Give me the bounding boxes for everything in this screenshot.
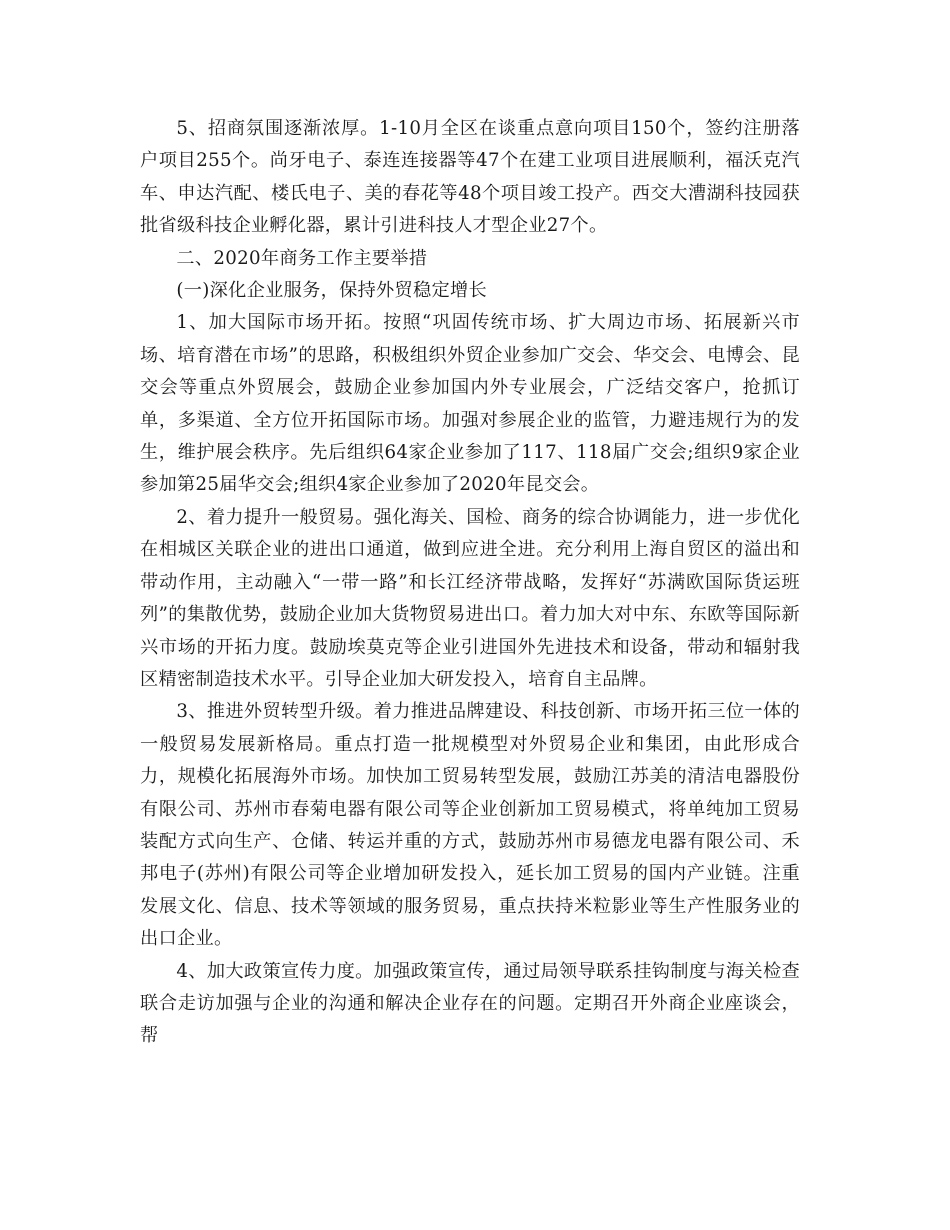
- paragraph-trade-upgrade: 3、推进外贸转型升级。着力推进品牌建设、科技创新、市场开拓三位一体的一般贸易发展新格局。重点打造一批规模型对外贸易企业和集团，由此形成合力，规模化拓展海外市场。加快加工贸易转型发展，鼓励江苏美的清洁电器股份有限公司、苏州市春菊电器有限公司等企业创新加工贸易模式，将单纯加工贸易装配方式向生产、仓储、转运并重的方式，鼓励苏州市易德龙电器有限公司、禾邦电子(苏州)有限公司等企业增加研发投入，延长加工贸易的国内产业链。注重发展文化、信息、技术等领域的服务贸易，重点扶持米粒影业等生产性服务业的出口企业。: [140, 701, 800, 950]
- section-heading-main-measures: 二、2020年商务工作主要举措: [176, 247, 428, 269]
- document-body: [140, 113, 800, 1053]
- paragraph-policy-publicity: 4、加大政策宣传力度。加强政策宣传，通过局领导联系挂钩制度与海关检查联合走访加强与企业的沟通和解决企业存在的问题。定期召开外商企业座谈会，帮: [140, 960, 800, 1047]
- subsection-heading-enterprise-service: (一)深化企业服务，保持外贸稳定增长: [176, 280, 487, 302]
- paragraph-international-market: 1、加大国际市场开拓。按照“巩固传统市场、扩大周边市场、拓展新兴市场、培育潜在市场”的思路，积极组织外贸企业参加广交会、华交会、电博会、昆交会等重点外贸展会，鼓励企业参加国内外专业展会，广泛结交客户，抢抓订单，多渠道、全方位开拓国际市场。加强对参展企业的监管，力避违规行为的发生，维护展会秩序。先后组织64家企业参加了117、118届广交会;组织9家企业参加第25届华交会;组织4家企业参加了2020年昆交会。: [140, 312, 800, 496]
- paragraph-general-trade: 2、着力提升一般贸易。强化海关、国检、商务的综合协调能力，进一步优化在相城区关联企业的进出口通道，做到应进全进。充分利用上海自贸区的溢出和带动作用，主动融入“一带一路”和长江经济带战略，发挥好“苏满欧国际货运班列”的集散优势，鼓励企业加大货物贸易进出口。着力加大对中东、东欧等国际新兴市场的开拓力度。鼓励埃莫克等企业引进国外先进技术和设备，带动和辐射我区精密制造技术水平。引导企业加大研发投入，培育自主品牌。: [140, 506, 800, 690]
- paragraph-investment-atmosphere: 5、招商氛围逐渐浓厚。1-10月全区在谈重点意向项目150个，签约注册落户项目255个。尚牙电子、泰连连接器等47个在建工业项目进展顺利，福沃克汽车、申达汽配、楼氏电子、美的春花等48个项目竣工投产。西交大漕湖科技园获批省级科技企业孵化器，累计引进科技人才型企业27个。: [140, 118, 800, 237]
